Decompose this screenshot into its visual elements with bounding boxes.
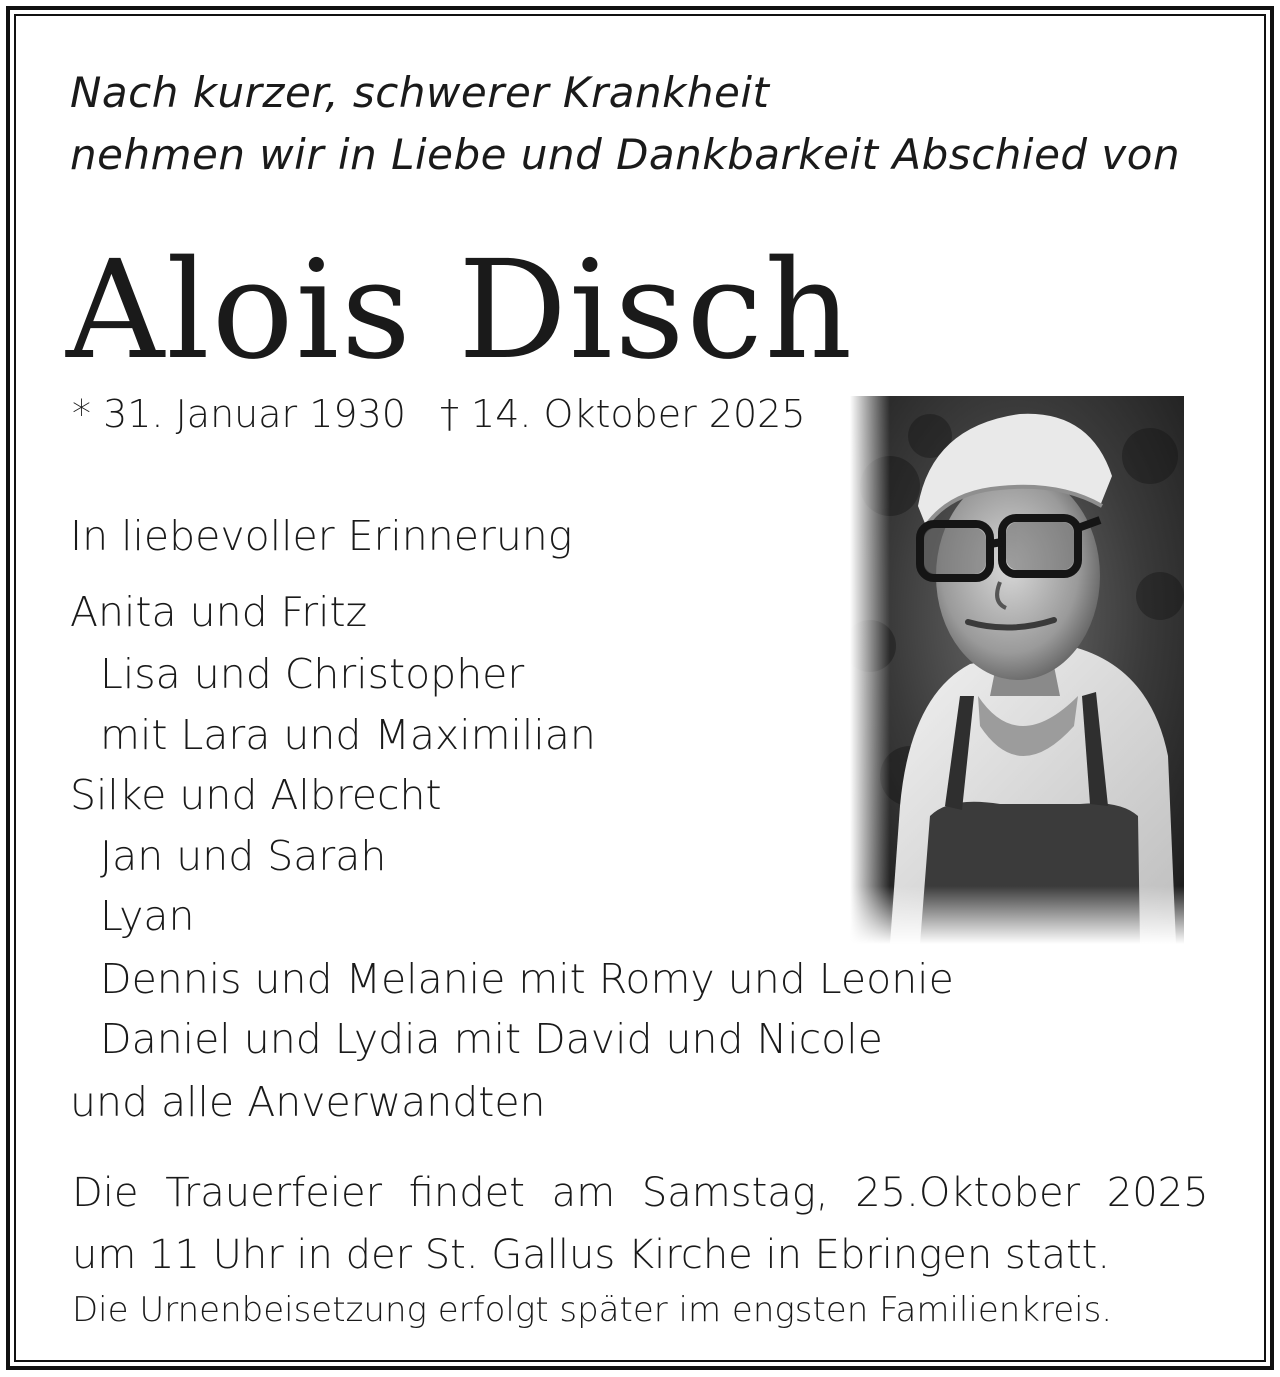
family-line: Daniel und Lydia mit David und Nicole	[100, 1015, 883, 1063]
deceased-name: Alois Disch	[66, 232, 855, 390]
service-line-1: Die Trauerfeier findet am Samstag, 25.Oktober 2025	[72, 1170, 1209, 1216]
intro-line-1: Nach kurzer, schwerer Krankheit	[70, 68, 770, 117]
intro-line-2: nehmen wir in Liebe und Dankbarkeit Abschied von	[70, 130, 1181, 179]
family-line: Lisa und Christopher	[100, 650, 525, 698]
life-dates	[72, 392, 806, 436]
family-line: Jan und Sarah	[100, 832, 387, 880]
family-line: mit Lara und Maximilian	[100, 711, 596, 759]
family-line: Anita und Fritz	[70, 588, 368, 636]
portrait-photo	[850, 396, 1184, 944]
birth-date: * 31. Januar 1930	[72, 392, 406, 436]
family-line: Dennis und Melanie mit Romy und Leonie	[100, 955, 954, 1003]
family-line: Silke und Albrecht	[70, 771, 442, 819]
death-date: † 14. Oktober 2025	[439, 392, 806, 436]
remembrance-line: In liebevoller Erinnerung	[70, 512, 573, 560]
family-line: Lyan	[100, 892, 195, 940]
family-line: und alle Anverwandten	[70, 1078, 546, 1126]
service-line-3: Die Urnenbeisetzung erfolgt später im engsten Familienkreis.	[72, 1290, 1113, 1330]
service-line-2: um 11 Uhr in der St. Gallus Kirche in Ebringen statt.	[72, 1232, 1111, 1278]
